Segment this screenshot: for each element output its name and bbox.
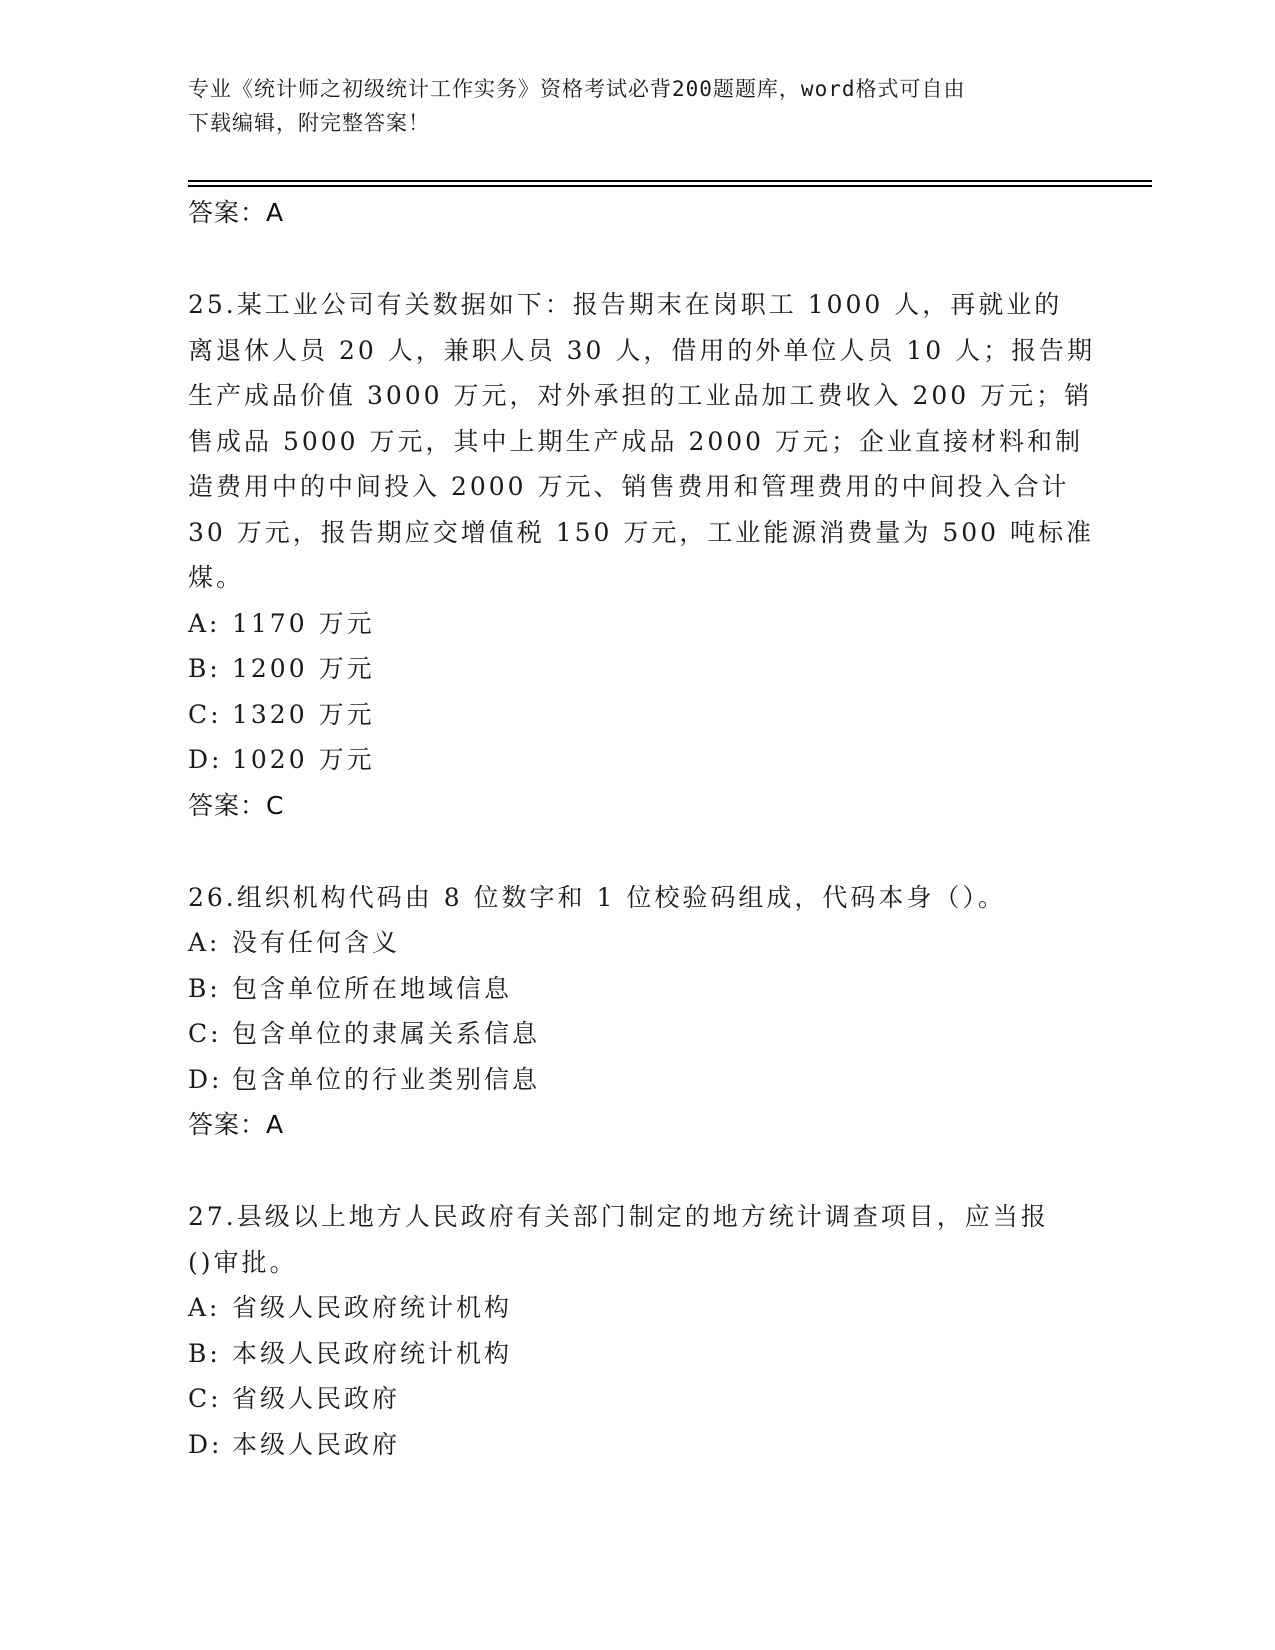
answer-line: 答案：A [188,1110,285,1139]
option-letter: D: [188,745,223,774]
option-text: 包含单位所在地域信息 [232,973,513,1003]
option-b [188,1331,1078,1377]
question-block [188,282,1096,829]
question-text-line: 离退休人员 20 人，兼职人员 30 人，借用的外单位人员 10 人；报告期 [188,335,1096,365]
option-text: 包含单位的行业类别信息 [232,1064,541,1094]
option-d [188,1057,1078,1103]
option-text: 1320 万元 [232,699,375,729]
option-d [188,1422,1078,1468]
header-line-1: 专业《统计师之初级统计工作实务》资格考试必背200题题库，word格式可自由 [188,77,966,101]
header-line-2: 下载编辑，附完整答案！ [188,111,430,135]
option-letter: C: [188,1019,222,1048]
option-b [188,966,1078,1012]
document-header [188,72,1068,140]
option-text: 1170 万元 [232,608,375,638]
option-letter: B: [188,973,221,1003]
option-a [188,1285,1078,1331]
option-text: 没有任何含义 [232,928,401,957]
option-letter: D: [188,1429,223,1459]
option-letter: A: [188,1293,221,1322]
option-text: 1200 万元 [232,654,375,683]
option-b [188,646,1078,692]
answer-line: 答案：A [188,198,285,227]
option-a [188,920,1078,966]
question-text-line: 27.县级以上地方人民政府有关部门制定的地方统计调查项目，应当报 [188,1202,1049,1231]
option-letter: C: [188,699,222,729]
question-text-line: 25.某工业公司有关数据如下：报告期末在岗职工 1000 人，再就业的 [188,290,1063,319]
option-letter: B: [188,654,221,683]
option-letter: C: [188,1384,222,1413]
question-text-line: 30 万元，报告期应交增值税 150 万元，工业能源消费量为 500 吨标准 [188,517,1094,547]
option-letter: D: [188,1064,223,1094]
option-text: 本级人民政府统计机构 [232,1338,513,1368]
option-c [188,692,1078,738]
question-block [188,875,1078,1149]
question-text-line: 煤。 [188,563,245,592]
option-text: 1020 万元 [232,745,375,774]
option-text: 包含单位的隶属关系信息 [232,1019,541,1048]
option-c [188,1011,1078,1057]
header-rule-top [188,180,1152,182]
question-text-line: 售成品 5000 万元，其中上期生产成品 2000 万元；企业直接材料和制 [188,426,1084,456]
option-c [188,1376,1078,1422]
option-text: 本级人民政府 [232,1429,401,1459]
document-body [188,190,1096,1467]
question-text-line: 造费用中的中间投入 2000 万元、销售费用和管理费用的中间投入合计 [188,472,1070,501]
question-text-line: ()审批。 [188,1247,298,1277]
question-text-line: 26.组织机构代码由 8 位数字和 1 位校验码组成，代码本身（）。 [188,882,1006,912]
answer-line: 答案：C [188,790,285,820]
option-letter: A: [188,928,221,957]
option-text: 省级人民政府 [232,1384,401,1413]
question-text-line: 生产成品价值 3000 万元，对外承担的工业品加工费收入 200 万元；销 [188,381,1093,410]
question-block [188,1194,1078,1467]
option-d [188,737,1078,783]
header-rule-bottom [188,185,1152,187]
option-letter: A: [188,608,221,638]
option-a [188,601,1078,647]
option-text: 省级人民政府统计机构 [232,1293,513,1322]
option-letter: B: [188,1338,221,1368]
